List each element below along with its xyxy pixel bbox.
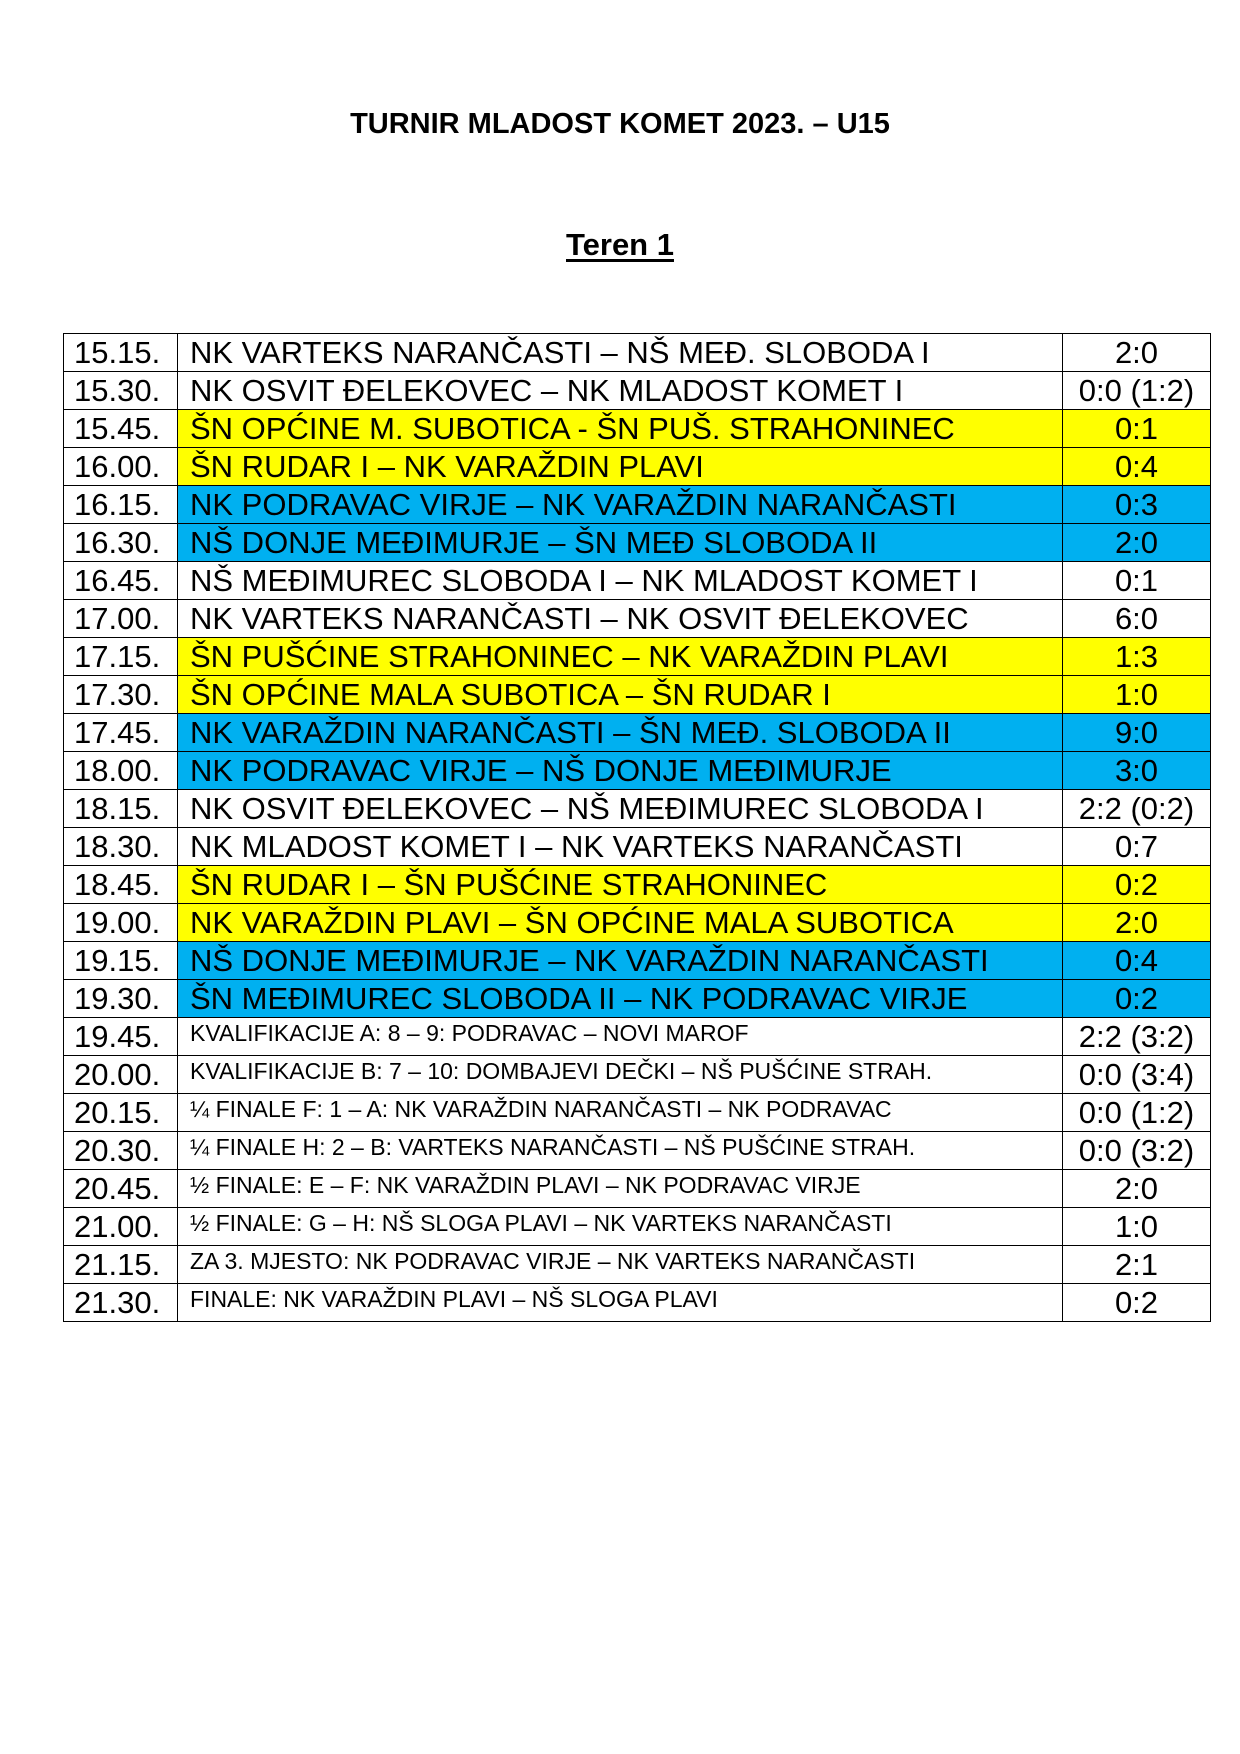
match-result: 3:0 xyxy=(1063,752,1211,790)
match-teams: NK VARAŽDIN NARANČASTI – ŠN MEĐ. SLOBODA II xyxy=(178,714,1063,752)
match-result: 0:0 (1:2) xyxy=(1063,372,1211,410)
table-row xyxy=(64,1170,1211,1208)
match-teams: KVALIFIKACIJE B: 7 – 10: DOMBAJEVI DEČKI – NŠ PUŠĆINE STRAH. xyxy=(178,1056,1063,1094)
match-result: 0:3 xyxy=(1063,486,1211,524)
match-result: 1:3 xyxy=(1063,638,1211,676)
table-row xyxy=(64,524,1211,562)
match-result: 0:2 xyxy=(1063,866,1211,904)
match-time: 18.15. xyxy=(64,790,178,828)
match-time: 18.00. xyxy=(64,752,178,790)
table-row xyxy=(64,676,1211,714)
match-teams: NK PODRAVAC VIRJE – NK VARAŽDIN NARANČASTI xyxy=(178,486,1063,524)
match-time: 20.30. xyxy=(64,1132,178,1170)
match-time: 16.30. xyxy=(64,524,178,562)
match-result: 0:1 xyxy=(1063,562,1211,600)
table-row xyxy=(64,1056,1211,1094)
match-result: 2:2 (0:2) xyxy=(1063,790,1211,828)
match-time: 17.45. xyxy=(64,714,178,752)
match-result: 9:0 xyxy=(1063,714,1211,752)
match-teams: ½ FINALE: G – H: NŠ SLOGA PLAVI – NK VARTEKS NARANČASTI xyxy=(178,1208,1063,1246)
match-teams: ŠN MEĐIMUREC SLOBODA II – NK PODRAVAC VIRJE xyxy=(178,980,1063,1018)
match-teams: ¼ FINALE F: 1 – A: NK VARAŽDIN NARANČASTI – NK PODRAVAC xyxy=(178,1094,1063,1132)
field-subtitle: Teren 1 xyxy=(566,227,674,262)
table-row xyxy=(64,980,1211,1018)
table-row xyxy=(64,1018,1211,1056)
match-result: 1:0 xyxy=(1063,1208,1211,1246)
match-time: 20.15. xyxy=(64,1094,178,1132)
table-row xyxy=(64,562,1211,600)
table-row xyxy=(64,714,1211,752)
match-result: 0:0 (3:4) xyxy=(1063,1056,1211,1094)
match-time: 19.30. xyxy=(64,980,178,1018)
match-teams: NK VARTEKS NARANČASTI – NŠ MEĐ. SLOBODA I xyxy=(178,334,1063,372)
match-teams: NK PODRAVAC VIRJE – NŠ DONJE MEĐIMURJE xyxy=(178,752,1063,790)
match-time: 17.30. xyxy=(64,676,178,714)
match-result: 1:0 xyxy=(1063,676,1211,714)
table-row xyxy=(64,448,1211,486)
match-time: 18.30. xyxy=(64,828,178,866)
match-teams: NK VARAŽDIN PLAVI – ŠN OPĆINE MALA SUBOTICA xyxy=(178,904,1063,942)
match-teams: ŠN PUŠĆINE STRAHONINEC – NK VARAŽDIN PLAVI xyxy=(178,638,1063,676)
match-teams: NŠ DONJE MEĐIMURJE – ŠN MEĐ SLOBODA II xyxy=(178,524,1063,562)
match-teams: ¼ FINALE H: 2 – B: VARTEKS NARANČASTI – NŠ PUŠĆINE STRAH. xyxy=(178,1132,1063,1170)
match-time: 21.15. xyxy=(64,1246,178,1284)
schedule-body xyxy=(64,334,1211,1322)
match-time: 18.45. xyxy=(64,866,178,904)
table-row xyxy=(64,904,1211,942)
table-row xyxy=(64,638,1211,676)
match-teams: NŠ DONJE MEĐIMURJE – NK VARAŽDIN NARANČASTI xyxy=(178,942,1063,980)
match-teams: NK VARTEKS NARANČASTI – NK OSVIT ĐELEKOVEC xyxy=(178,600,1063,638)
match-time: 15.15. xyxy=(64,334,178,372)
match-result: 2:0 xyxy=(1063,1170,1211,1208)
table-row xyxy=(64,334,1211,372)
match-time: 19.45. xyxy=(64,1018,178,1056)
match-teams: NŠ MEĐIMUREC SLOBODA I – NK MLADOST KOMET I xyxy=(178,562,1063,600)
match-time: 15.45. xyxy=(64,410,178,448)
document-title: TURNIR MLADOST KOMET 2023. – U15 xyxy=(350,108,890,140)
match-teams: ZA 3. MJESTO: NK PODRAVAC VIRJE – NK VARTEKS NARANČASTI xyxy=(178,1246,1063,1284)
match-teams: ŠN RUDAR I – ŠN PUŠĆINE STRAHONINEC xyxy=(178,866,1063,904)
match-teams: FINALE: NK VARAŽDIN PLAVI – NŠ SLOGA PLAVI xyxy=(178,1284,1063,1322)
match-teams: NK MLADOST KOMET I – NK VARTEKS NARANČASTI xyxy=(178,828,1063,866)
match-time: 19.15. xyxy=(64,942,178,980)
table-row xyxy=(64,790,1211,828)
match-time: 21.00. xyxy=(64,1208,178,1246)
match-result: 0:4 xyxy=(1063,448,1211,486)
table-row xyxy=(64,372,1211,410)
match-result: 0:4 xyxy=(1063,942,1211,980)
table-row xyxy=(64,1208,1211,1246)
match-time: 17.15. xyxy=(64,638,178,676)
match-time: 20.45. xyxy=(64,1170,178,1208)
match-time: 16.00. xyxy=(64,448,178,486)
match-teams: ŠN RUDAR I – NK VARAŽDIN PLAVI xyxy=(178,448,1063,486)
match-time: 21.30. xyxy=(64,1284,178,1322)
table-row xyxy=(64,486,1211,524)
match-result: 0:1 xyxy=(1063,410,1211,448)
match-time: 16.45. xyxy=(64,562,178,600)
match-result: 2:0 xyxy=(1063,904,1211,942)
match-result: 2:2 (3:2) xyxy=(1063,1018,1211,1056)
match-teams: ŠN OPĆINE M. SUBOTICA - ŠN PUŠ. STRAHONINEC xyxy=(178,410,1063,448)
table-row xyxy=(64,1284,1211,1322)
table-row xyxy=(64,600,1211,638)
table-row xyxy=(64,1246,1211,1284)
match-result: 2:1 xyxy=(1063,1246,1211,1284)
match-time: 15.30. xyxy=(64,372,178,410)
match-result: 0:7 xyxy=(1063,828,1211,866)
match-time: 20.00. xyxy=(64,1056,178,1094)
match-time: 16.15. xyxy=(64,486,178,524)
match-result: 6:0 xyxy=(1063,600,1211,638)
match-teams: KVALIFIKACIJE A: 8 – 9: PODRAVAC – NOVI MAROF xyxy=(178,1018,1063,1056)
match-result: 2:0 xyxy=(1063,524,1211,562)
table-row xyxy=(64,410,1211,448)
table-row xyxy=(64,942,1211,980)
match-result: 0:2 xyxy=(1063,1284,1211,1322)
table-row xyxy=(64,1094,1211,1132)
schedule-table xyxy=(63,333,1211,1322)
match-result: 2:0 xyxy=(1063,334,1211,372)
match-teams: NK OSVIT ĐELEKOVEC – NŠ MEĐIMUREC SLOBODA I xyxy=(178,790,1063,828)
match-teams: NK OSVIT ĐELEKOVEC – NK MLADOST KOMET I xyxy=(178,372,1063,410)
match-teams: ½ FINALE: E – F: NK VARAŽDIN PLAVI – NK PODRAVAC VIRJE xyxy=(178,1170,1063,1208)
table-row xyxy=(64,752,1211,790)
match-time: 19.00. xyxy=(64,904,178,942)
match-result: 0:0 (1:2) xyxy=(1063,1094,1211,1132)
match-result: 0:2 xyxy=(1063,980,1211,1018)
match-result: 0:0 (3:2) xyxy=(1063,1132,1211,1170)
table-row xyxy=(64,866,1211,904)
match-teams: ŠN OPĆINE MALA SUBOTICA – ŠN RUDAR I xyxy=(178,676,1063,714)
table-row xyxy=(64,828,1211,866)
match-time: 17.00. xyxy=(64,600,178,638)
table-row xyxy=(64,1132,1211,1170)
